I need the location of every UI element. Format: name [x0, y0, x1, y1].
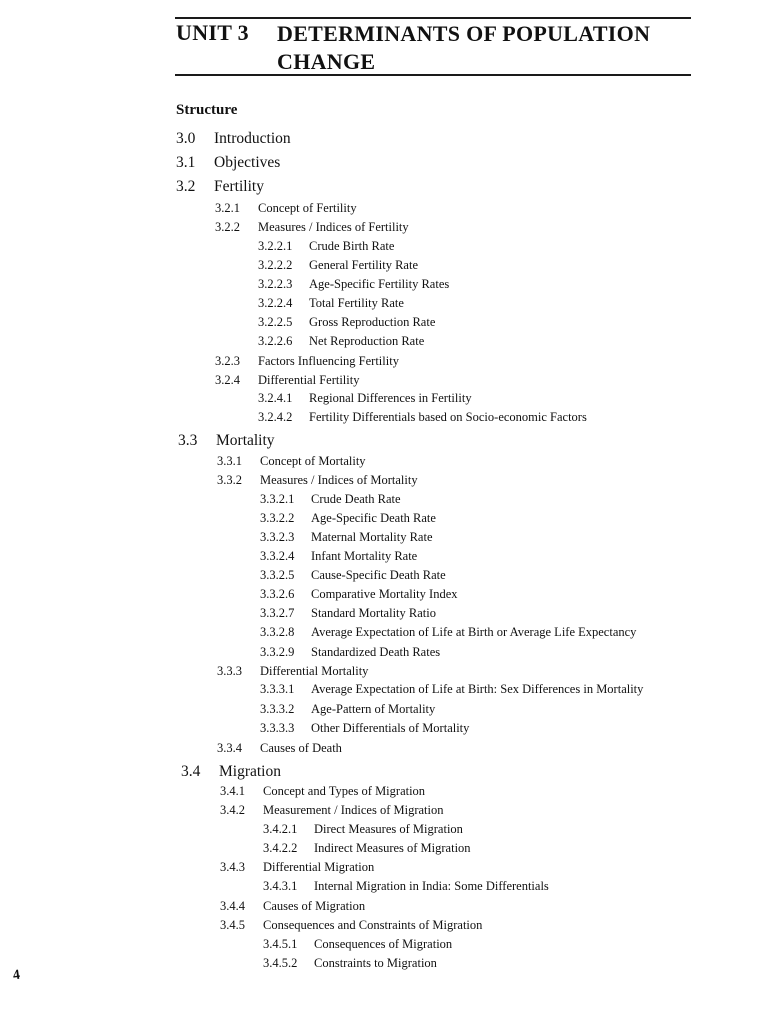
toc-entry-level-3 — [258, 239, 394, 254]
unit-title — [277, 20, 691, 76]
toc-entry-number: 3.2.2.3 — [258, 277, 293, 291]
toc-entry-number: 3.4.2.2 — [263, 841, 298, 855]
toc-entry-number: 3.3.2.2 — [260, 511, 295, 525]
toc-entry-title: Direct Measures of Migration — [314, 822, 463, 836]
toc-entry-title: General Fertility Rate — [309, 258, 418, 272]
toc-entry-level-3 — [263, 822, 463, 837]
toc-entry-number: 3.3.2.3 — [260, 530, 295, 544]
toc-entry-title: Factors Influencing Fertility — [258, 354, 399, 368]
toc-entry-level-2 — [217, 664, 368, 679]
toc-entry-number: 3.1 — [176, 154, 196, 171]
toc-entry-title: Maternal Mortality Rate — [311, 530, 433, 544]
toc-entry-title: Internal Migration in India: Some Differentials — [314, 879, 549, 893]
toc-entry-number: 3.2.2.5 — [258, 315, 293, 329]
toc-entry-number: 3.2.1 — [215, 201, 240, 215]
toc-entry-title: Constraints to Migration — [314, 956, 437, 970]
toc-entry-number: 3.3.2.6 — [260, 587, 295, 601]
toc-entry-number: 3.2.2.1 — [258, 239, 293, 253]
toc-entry-number: 3.2.2.6 — [258, 334, 293, 348]
unit-title-line-2: CHANGE — [277, 49, 376, 74]
toc-entry-number: 3.4.5.1 — [263, 937, 298, 951]
toc-entry-level-2 — [215, 220, 409, 235]
toc-entry-level-3 — [258, 315, 435, 330]
toc-entry-title: Causes of Death — [260, 741, 342, 755]
toc-entry-level-1 — [181, 763, 281, 781]
toc-entry-level-2 — [215, 373, 359, 388]
toc-entry-title: Measures / Indices of Fertility — [258, 220, 409, 234]
toc-entry-title: Average Expectation of Life at Birth: Sex Differences in Mortality — [311, 682, 644, 696]
toc-entry-level-2 — [215, 201, 357, 216]
toc-entry-number: 3.3.2.9 — [260, 645, 295, 659]
toc-entry-level-1 — [176, 130, 291, 148]
toc-entry-number: 3.3.3.2 — [260, 702, 295, 716]
toc-entry-number: 3.2.4 — [215, 373, 240, 387]
toc-entry-level-3 — [260, 549, 417, 564]
toc-entry-number: 3.4 — [181, 763, 201, 780]
toc-entry-title: Measurement / Indices of Migration — [263, 803, 444, 817]
toc-entry-number: 3.3.2.4 — [260, 549, 295, 563]
toc-entry-level-1 — [176, 154, 280, 172]
toc-entry-title: Crude Death Rate — [311, 492, 401, 506]
toc-entry-number: 3.3.3.3 — [260, 721, 295, 735]
toc-entry-number: 3.0 — [176, 130, 196, 147]
toc-entry-number: 3.4.3.1 — [263, 879, 298, 893]
toc-entry-title: Standardized Death Rates — [311, 645, 441, 659]
toc-entry-title: Indirect Measures of Migration — [314, 841, 471, 855]
toc-entry-title: Total Fertility Rate — [309, 296, 404, 310]
toc-entry-title: Fertility — [214, 178, 264, 195]
unit-title-line-1: DETERMINANTS OF POPULATION — [277, 21, 651, 46]
toc-entry-number: 3.4.4 — [220, 899, 245, 913]
toc-entry-level-3 — [263, 956, 437, 971]
toc-entry-number: 3.3 — [178, 432, 198, 449]
toc-entry-number: 3.3.2.7 — [260, 606, 295, 620]
toc-entry-title: Infant Mortality Rate — [311, 549, 418, 563]
toc-entry-level-3 — [260, 682, 643, 697]
toc-entry-number: 3.4.2.1 — [263, 822, 298, 836]
toc-entry-level-3 — [263, 937, 452, 952]
toc-entry-title: Consequences and Constraints of Migration — [263, 918, 483, 932]
toc-entry-level-2 — [220, 784, 425, 799]
toc-entry-level-3 — [263, 841, 471, 856]
toc-entry-number: 3.3.3.1 — [260, 682, 295, 696]
toc-entry-level-2 — [220, 899, 365, 914]
toc-entry-title: Gross Reproduction Rate — [309, 315, 436, 329]
toc-entry-number: 3.3.2 — [217, 473, 242, 487]
toc-entry-title: Age-Pattern of Mortality — [311, 702, 436, 716]
toc-entry-title: Standard Mortality Ratio — [311, 606, 436, 620]
toc-entry-level-3 — [258, 296, 404, 311]
toc-entry-title: Age-Specific Fertility Rates — [309, 277, 450, 291]
toc-entry-level-3 — [260, 625, 636, 640]
toc-entry-number: 3.2.2.2 — [258, 258, 293, 272]
toc-entry-level-3 — [260, 721, 469, 736]
toc-entry-number: 3.2 — [176, 178, 196, 195]
toc-entry-title: Cause-Specific Death Rate — [311, 568, 446, 582]
toc-entry-level-2 — [217, 454, 366, 469]
toc-entry-number: 3.2.4.1 — [258, 391, 293, 405]
toc-entry-level-3 — [260, 702, 435, 717]
toc-entry-number: 3.3.3 — [217, 664, 242, 678]
toc-entry-level-3 — [260, 606, 436, 621]
toc-entry-title: Differential Migration — [263, 860, 375, 874]
toc-entry-level-3 — [260, 511, 436, 526]
toc-entry-title: Regional Differences in Fertility — [309, 391, 472, 405]
toc-entry-title: Migration — [219, 763, 281, 780]
toc-entry-title: Fertility Differentials based on Socio-economic Factors — [309, 410, 587, 424]
header-top-rule — [175, 17, 691, 19]
toc-entry-title: Introduction — [214, 130, 291, 147]
toc-entry-title: Differential Mortality — [260, 664, 369, 678]
toc-entry-level-2 — [217, 473, 418, 488]
page-number: 4 — [11, 967, 21, 984]
toc-entry-level-1 — [176, 178, 264, 196]
toc-entry-number: 3.3.2.5 — [260, 568, 295, 582]
toc-entry-number: 3.2.4.2 — [258, 410, 293, 424]
toc-entry-number: 3.2.2 — [215, 220, 240, 234]
toc-entry-title: Average Expectation of Life at Birth or Average Life Expectancy — [311, 625, 637, 639]
toc-entry-level-3 — [258, 277, 449, 292]
toc-entry-title: Comparative Mortality Index — [311, 587, 458, 601]
toc-entry-number: 3.4.1 — [220, 784, 245, 798]
toc-entry-level-3 — [260, 568, 446, 583]
toc-entry-level-3 — [258, 410, 587, 425]
toc-entry-level-3 — [260, 492, 401, 507]
unit-label: UNIT 3 — [176, 20, 249, 45]
toc-entry-title: Concept of Fertility — [258, 201, 357, 215]
toc-entry-title: Concept and Types of Migration — [263, 784, 426, 798]
toc-entry-level-3 — [263, 879, 549, 894]
toc-entry-number: 3.3.4 — [217, 741, 242, 755]
toc-entry-level-3 — [258, 334, 424, 349]
toc-entry-title: Objectives — [214, 154, 281, 171]
toc-entry-title: Measures / Indices of Mortality — [260, 473, 418, 487]
toc-entry-title: Concept of Mortality — [260, 454, 366, 468]
toc-entry-level-3 — [258, 391, 472, 406]
toc-entry-level-3 — [260, 530, 433, 545]
toc-entry-level-2 — [220, 860, 374, 875]
toc-entry-title: Differential Fertility — [258, 373, 360, 387]
toc-entry-level-1 — [178, 432, 275, 450]
toc-entry-level-2 — [220, 918, 482, 933]
toc-entry-number: 3.3.1 — [217, 454, 242, 468]
toc-entry-title: Consequences of Migration — [314, 937, 453, 951]
toc-entry-number: 3.3.2.8 — [260, 625, 295, 639]
toc-entry-level-3 — [260, 587, 458, 602]
structure-heading: Structure — [176, 102, 238, 118]
toc-entry-title: Net Reproduction Rate — [309, 334, 425, 348]
toc-entry-title: Causes of Migration — [263, 899, 366, 913]
toc-entry-level-3 — [258, 258, 418, 273]
toc-entry-number: 3.2.3 — [215, 354, 240, 368]
toc-entry-level-3 — [260, 645, 440, 660]
toc-entry-number: 3.4.5.2 — [263, 956, 298, 970]
toc-entry-number: 3.3.2.1 — [260, 492, 295, 506]
toc-entry-number: 3.4.5 — [220, 918, 245, 932]
toc-entry-title: Crude Birth Rate — [309, 239, 395, 253]
toc-entry-title: Age-Specific Death Rate — [311, 511, 436, 525]
toc-entry-level-2 — [217, 741, 342, 756]
toc-entry-number: 3.2.2.4 — [258, 296, 293, 310]
toc-entry-title: Mortality — [216, 432, 275, 449]
toc-entry-number: 3.4.3 — [220, 860, 245, 874]
toc-entry-level-2 — [220, 803, 444, 818]
header-bottom-rule — [175, 74, 691, 76]
toc-entry-title: Other Differentials of Mortality — [311, 721, 470, 735]
toc-entry-number: 3.4.2 — [220, 803, 245, 817]
toc-entry-level-2 — [215, 354, 399, 369]
